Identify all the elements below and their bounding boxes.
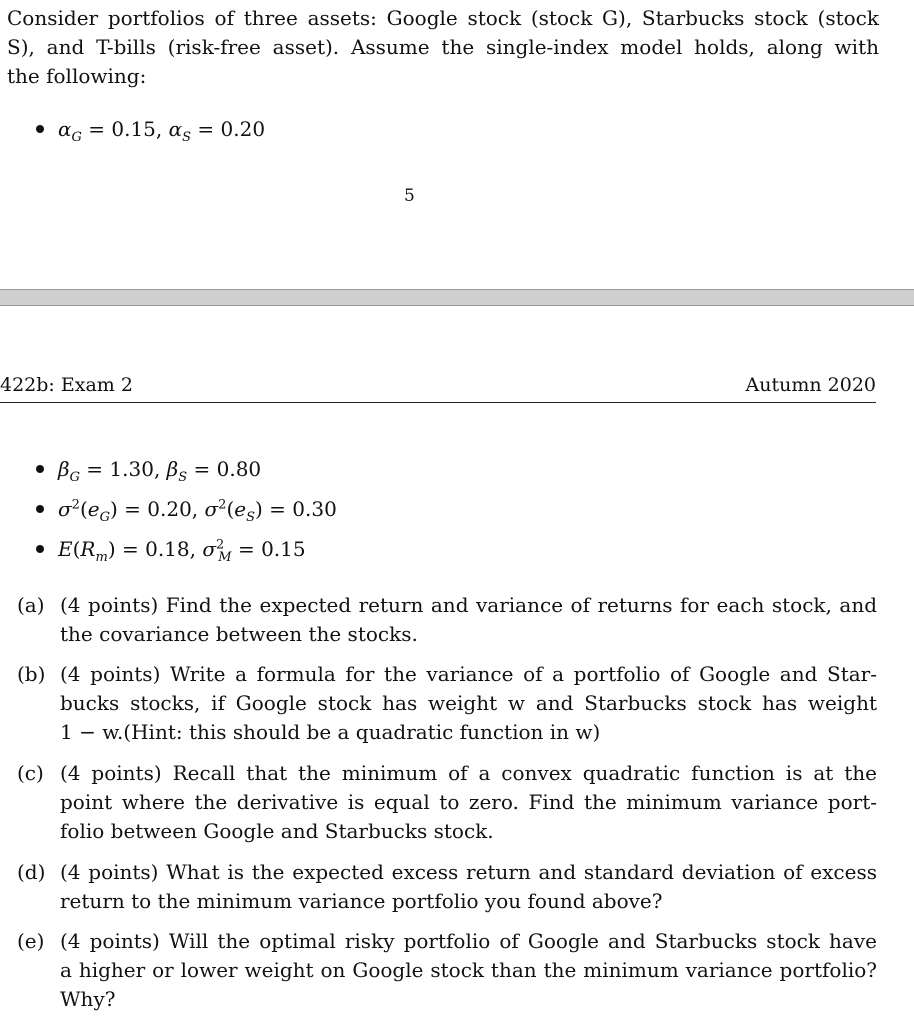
- question-c: [17, 759, 877, 846]
- question-line: (4 points) What is the expected excess return and standard deviation of excess: [60, 860, 877, 884]
- assumption-residual-variance: $\sigma^2(e_G) = 0.20$, $\sigma^2(e_S) = 0.30$: [36, 495, 337, 523]
- assumption-alpha: $\alpha_G = 0.15$, $\alpha_S = 0.20$: [36, 115, 265, 143]
- header-rule: [0, 402, 876, 403]
- page-top: [0, 0, 914, 289]
- question-e: [17, 927, 877, 1014]
- question-label: (c): [17, 761, 44, 785]
- running-header-term: Autumn 2020: [745, 374, 876, 396]
- page-separator: [0, 289, 914, 306]
- question-line: point where the derivative is equal to zero. Find the minimum variance port-: [60, 790, 877, 814]
- question-text: [60, 591, 877, 649]
- bullet-icon: [36, 125, 44, 133]
- question-line: (4 points) Find the expected return and variance of returns for each stock, and: [60, 593, 877, 617]
- running-header-course: 422b: Exam 2: [0, 374, 133, 396]
- assumption-market: $E(R_m) = 0.18$, $\sigma^2_M = 0.15$: [36, 535, 306, 563]
- question-b: [17, 660, 877, 747]
- bullet-icon: [36, 505, 44, 513]
- question-label: (e): [17, 929, 45, 953]
- question-text: [60, 759, 877, 846]
- bullet-icon: [36, 545, 44, 553]
- intro-paragraph: [7, 4, 879, 91]
- question-a: [17, 591, 877, 649]
- question-d: [17, 858, 877, 916]
- question-label: (a): [17, 593, 45, 617]
- assumption-beta: $\beta_G = 1.30$, $\beta_S = 0.80$: [36, 455, 261, 483]
- question-line: (4 points) Write a formula for the variance of a portfolio of Google and Star-: [60, 662, 877, 686]
- question-line: a higher or lower weight on Google stock than the minimum variance portfolio?: [60, 958, 877, 982]
- question-line: return to the minimum variance portfolio you found above?: [60, 889, 663, 913]
- question-line: Why?: [60, 987, 116, 1011]
- bullet-icon: [36, 465, 44, 473]
- question-line: the covariance between the stocks.: [60, 622, 418, 646]
- question-label: (b): [17, 662, 46, 686]
- question-line: (4 points) Recall that the minimum of a convex quadratic function is at the: [60, 761, 877, 785]
- intro-line: the following:: [7, 64, 147, 88]
- question-line: (4 points) Will the optimal risky portfolio of Google and Starbucks stock have: [60, 929, 877, 953]
- question-text: [60, 858, 877, 916]
- question-text: [60, 927, 877, 1014]
- question-line: 1 − w.(Hint: this should be a quadratic function in w): [60, 720, 601, 744]
- question-line: folio between Google and Starbucks stock.: [60, 819, 494, 843]
- question-label: (d): [17, 860, 46, 884]
- page-number: 5: [404, 186, 415, 206]
- intro-line: S), and T-bills (risk-free asset). Assume the single-index model holds, along with: [7, 35, 879, 59]
- question-text: [60, 660, 877, 747]
- intro-line: Consider portfolios of three assets: Google stock (stock G), Starbucks stock (stock: [7, 6, 879, 30]
- question-line: bucks stocks, if Google stock has weight w and Starbucks stock has weight: [60, 691, 877, 715]
